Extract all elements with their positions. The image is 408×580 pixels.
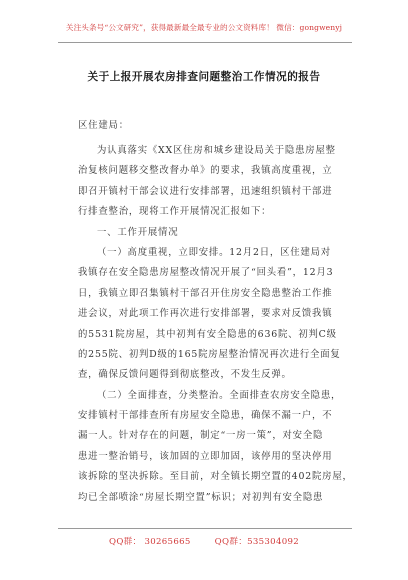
body-line: 进会议，对此项工作再次进行安排部署，要求对反馈我镇 [78, 308, 333, 320]
footer-qq-group-2: QQ群：535304092 [214, 537, 300, 547]
salutation: 区住建局： [78, 120, 129, 131]
body-line: 均已全部喷涂“房屋长期空置”标识；对初判有安全隐患 [78, 491, 324, 503]
footer-divider [58, 528, 352, 529]
footer-qq-group-1: QQ群： 30265665 [108, 537, 191, 547]
body-line: 的5531院房屋，其中初判有安全隐患的636院、初判C级 [78, 328, 337, 340]
body-line: 安排镇村干部排查所有房屋安全隐患，确保不漏一户，不 [78, 410, 333, 422]
body-line: 漏一人。针对存在的问题，制定“一房一策”，对安全隐 [78, 430, 324, 442]
body-line: 行排查整治，现将工作开展情况汇报如下： [78, 206, 272, 218]
body-line: 即召开镇村干部会议进行安排部署，迅速组织镇村干部进 [78, 185, 333, 197]
section-heading: 一、工作开展情况 [97, 226, 179, 238]
document-title: 关于上报开展农房排查问题整治工作情况的报告 [87, 71, 321, 83]
document-body [78, 116, 353, 508]
body-line: 日，我镇立即召集镇村干部召开住房安全隐患整治工作推 [78, 287, 333, 299]
body-line: 查，确保反馈问题得到彻底整改，不发生反弹。 [78, 369, 292, 381]
body-line: 治复核问题移交整改督办单》的要求，我镇高度重视，立 [78, 165, 333, 177]
body-line: 的255院、初判D级的165院房屋整治情况再次进行全面复 [78, 348, 341, 360]
body-line: 患进一整治销号，该加固的立即加固，该停用的坚决停用 [78, 450, 333, 462]
body-line: （一）高度重视，立即安排。12月2日，区住建局对 [97, 246, 331, 258]
body-line: 该拆除的坚决拆除。至目前，对全镇长期空置的402院房屋， [78, 471, 353, 483]
body-line: 为认真落实《XX区住房和城乡建设局关于隐患房屋整 [97, 144, 336, 156]
body-line: 我镇存在安全隐患房屋整改情况开展了“回头看”，12月3 [78, 267, 334, 279]
header-divider [58, 42, 352, 43]
body-line: （二）全面排查，分类整治。全面排查农房安全隐患， [97, 389, 342, 401]
footer [0, 535, 408, 547]
header-banner: 关注头条号“公文研究”，获得最新最全最专业的公文资料库！ 微信：gongwenyj [65, 23, 343, 32]
